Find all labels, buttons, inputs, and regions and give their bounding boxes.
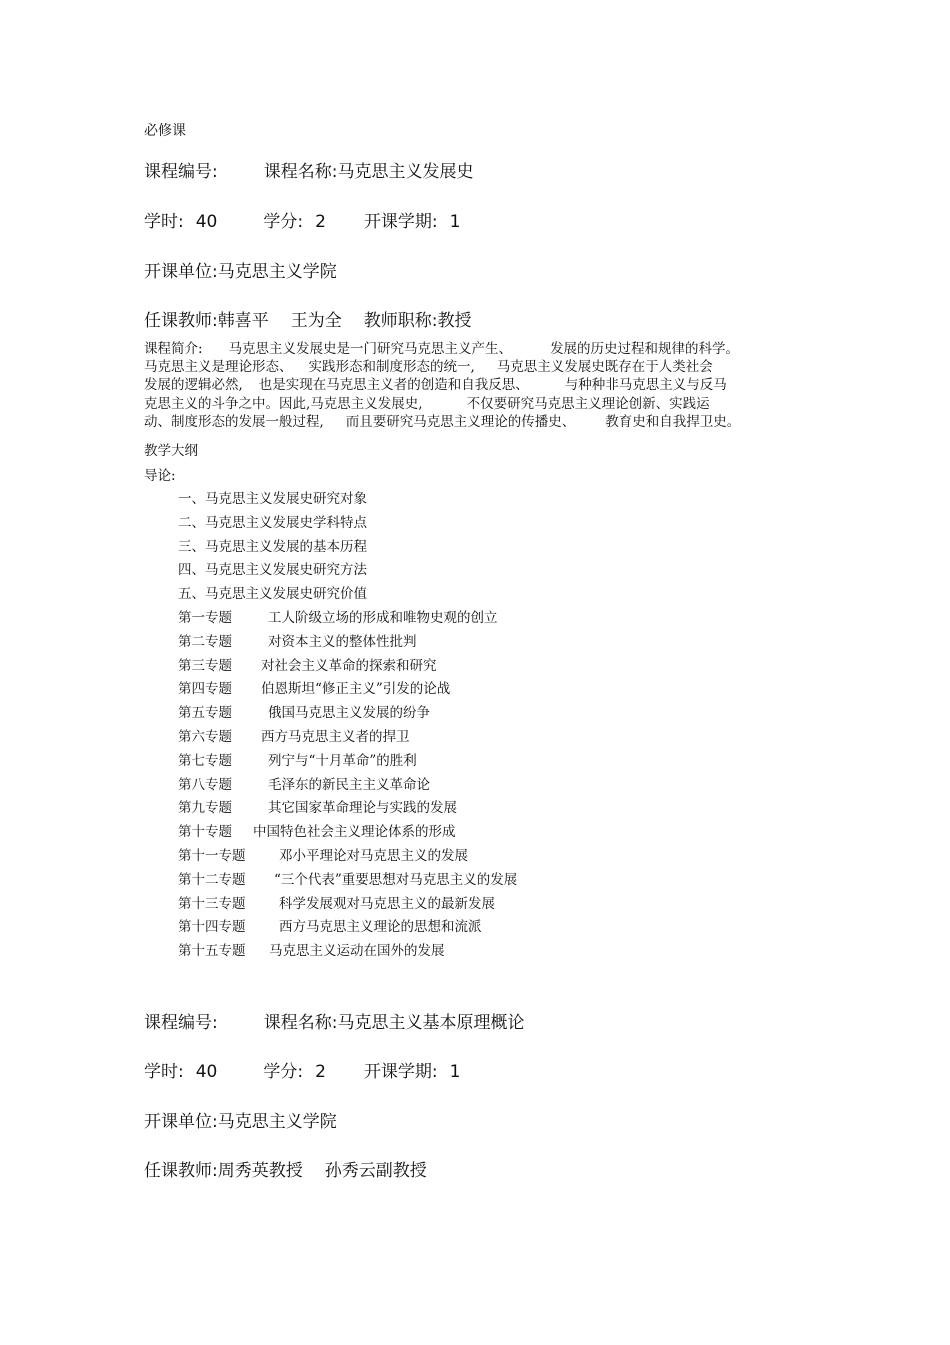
list-item: 一、马克思主义发展史研究对象: [178, 491, 367, 507]
course2-teacher-row: [144, 1156, 427, 1181]
course1-credit-label: 学分:: [263, 212, 304, 232]
list-item: 五、马克思主义发展史研究价值: [178, 586, 367, 603]
topic-item: 第六专题 西方马克思主义者的捍卫: [178, 728, 410, 745]
course1-unit: 马克思主义学院: [217, 262, 337, 282]
course1-hours-label: 学时:: [144, 212, 184, 232]
topics-list: [178, 607, 517, 964]
course1-teacher-2: 王为全: [290, 311, 342, 331]
topic-item: 第十专题 中国特色社会主义理论体系的形成: [178, 824, 456, 841]
topic-item: 第八专题 毛泽东的新民主主义革命论: [178, 776, 430, 793]
course1-credit: 2: [315, 212, 326, 232]
course1-term: 1: [449, 212, 461, 232]
topic-item: 第十一专题 邓小平理论对马克思主义的发展: [178, 847, 468, 864]
intro-line: 克思主义的斗争之中。因此,马克思主义发展史, 不仅要研究马克思主义理论创新、实践运: [144, 395, 710, 412]
course2-code-row: [144, 1008, 524, 1033]
course2-code-label: 课程编号:: [144, 1013, 218, 1033]
intro-line: 发展的逻辑必然, 也是实现在马克思主义者的创造和自我反思、 与种种非马克思主义与反马: [144, 377, 727, 394]
topic-item: 第十五专题 马克思主义运动在国外的发展: [178, 943, 445, 960]
topic-item: 第五专题 俄国马克思主义发展的纷争: [178, 705, 430, 722]
course2-hours-label: 学时:: [144, 1062, 184, 1082]
course1-teacher-label: 任课教师:: [144, 311, 218, 331]
course1-name: 马克思主义发展史: [337, 162, 474, 182]
list-item: 四、马克思主义发展史研究方法: [178, 562, 367, 579]
topic-item: 第二专题 对资本主义的整体性批判: [178, 633, 417, 650]
topic-item: 第四专题 伯恩斯坦“修正主义”引发的论战: [178, 681, 451, 698]
intro-line: 马克思主义是理论形态、 实践形态和制度形态的统一, 马克思主义发展史既存在于人类社会: [144, 359, 713, 376]
course1-code-row: [144, 157, 473, 182]
course1-hours: 40: [195, 212, 218, 232]
list-item: 三、马克思主义发展的基本历程: [178, 538, 367, 555]
course2-credit-label: 学分:: [263, 1062, 304, 1082]
intro-line: 动、制度形态的发展一般过程, 而且要研究马克思主义理论的传播史、 教育史和自我捍卫史。: [144, 413, 741, 430]
topic-item: 第十三专题 科学发展观对马克思主义的最新发展: [178, 895, 495, 912]
course2-name: 马克思主义基本原理概论: [337, 1013, 525, 1033]
course2-unit-label: 开课单位:: [144, 1112, 218, 1132]
course1-unit-label: 开课单位:: [144, 262, 218, 282]
topic-item: 第一专题 工人阶级立场的形成和唯物史观的创立: [178, 610, 498, 626]
course2-teacher-2: 孙秀云副教授: [324, 1161, 427, 1181]
course-category: 必修课: [144, 123, 186, 139]
course1-term-label: 开课学期:: [363, 212, 438, 232]
course2-hours-row: [144, 1057, 461, 1082]
topic-item: 第十二专题 “三个代表”重要思想对马克思主义的发展: [178, 871, 518, 888]
course1-teacher-row: [144, 306, 471, 331]
outline-title: 教学大纲: [144, 443, 198, 459]
course2-name-label: 课程名称:: [263, 1013, 338, 1033]
outline-intro-section: 导论:: [144, 468, 176, 484]
topic-item: 第十四专题 西方马克思主义理论的思想和流派: [178, 919, 482, 936]
course2-unit-row: [144, 1107, 337, 1132]
list-item: 二、马克思主义发展史学科特点: [178, 514, 367, 531]
topic-item: 第七专题 列宁与“十月革命”的胜利: [178, 752, 417, 769]
course2-term: 1: [449, 1062, 461, 1082]
course1-title-label: 教师职称:: [363, 311, 438, 331]
course2-term-label: 开课学期:: [363, 1062, 438, 1082]
topic-item: 第三专题 对社会主义革命的探索和研究: [178, 657, 437, 674]
course2-unit: 马克思主义学院: [217, 1112, 337, 1132]
course2-teacher-1: 周秀英教授: [217, 1161, 303, 1181]
course1-code-label: 课程编号:: [144, 162, 218, 182]
course2-hours: 40: [195, 1062, 218, 1082]
course2-teacher-label: 任课教师:: [144, 1161, 218, 1181]
intro-items-list: [178, 488, 367, 607]
course1-hours-row: [144, 207, 461, 232]
course1-title: 教授: [437, 311, 472, 331]
topic-item: 第九专题 其它国家革命理论与实践的发展: [178, 800, 457, 817]
course1-intro-paragraph: [144, 340, 794, 431]
course1-name-label: 课程名称:: [263, 162, 338, 182]
course2-credit: 2: [315, 1062, 326, 1082]
course1-teacher-1: 韩喜平: [217, 311, 269, 331]
course1-unit-row: [144, 257, 337, 282]
intro-line: 课程简介: 马克思主义发展史是一门研究马克思主义产生、 发展的历史过程和规律的科学。: [144, 341, 740, 357]
